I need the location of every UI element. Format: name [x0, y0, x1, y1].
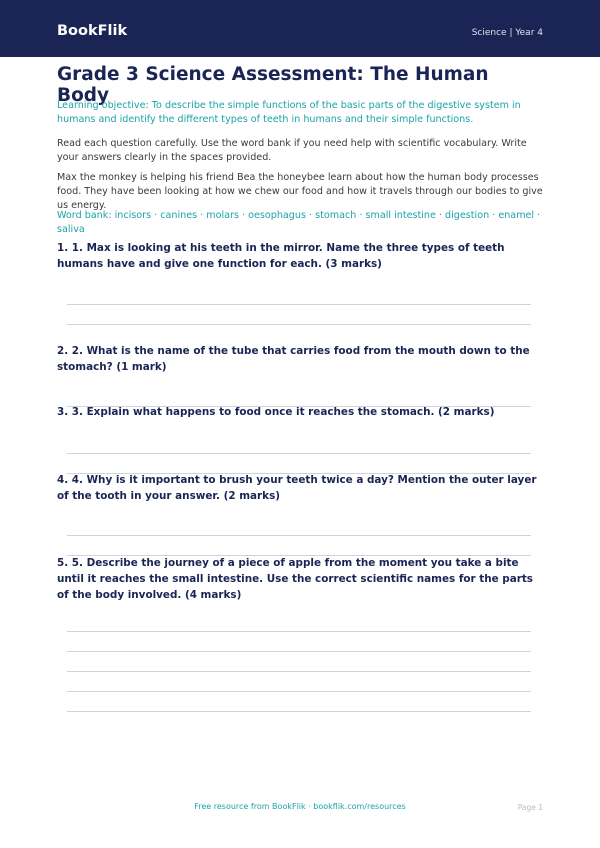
answer-line[interactable]	[67, 671, 531, 672]
question-2: 2. 2. What is the name of the tube that carries food from the mouth down to the stomach? (1 mark)	[57, 345, 530, 373]
question-1: 1. 1. Max is looking at his teeth in the mirror. Name the three types of teeth humans have and give one function for each. (3 marks)	[57, 242, 505, 270]
page-number: Page 1	[517, 803, 543, 812]
page-title: Grade 3 Science Assessment: The Human Body	[57, 64, 489, 106]
answer-line[interactable]	[67, 651, 531, 652]
instructions: Read each question carefully. Use the word bank if you need help with scientific vocabulary. Write your answers clearly in the spaces provided.	[57, 138, 527, 163]
context-paragraph: Max the monkey is helping his friend Bea the honeybee learn about how the human body processes food. They have been looking at how we chew our food and how it travels through our bodies to give us energy.	[57, 172, 543, 211]
answer-line[interactable]	[67, 691, 531, 692]
brand-logo: BookFlik	[57, 23, 128, 39]
answer-line[interactable]	[67, 324, 531, 325]
answer-line[interactable]	[67, 535, 531, 536]
answer-line[interactable]	[67, 453, 531, 454]
answer-line[interactable]	[67, 631, 531, 632]
question-3: 3. 3. Explain what happens to food once it reaches the stomach. (2 marks)	[57, 406, 495, 418]
footer-source-link[interactable]: Free resource from BookFlik · bookflik.com/resources	[194, 802, 406, 811]
question-4: 4. 4. Why is it important to brush your teeth twice a day? Mention the outer layer of the tooth in your answer. (2 marks)	[57, 474, 537, 502]
subject-year-label: Science | Year 4	[471, 28, 543, 38]
page-header	[0, 0, 600, 57]
question-5: 5. 5. Describe the journey of a piece of apple from the moment you take a bite until it reaches the small intestine. Use the correct scientific names for the parts of the body involved. (4 marks)	[57, 557, 533, 601]
learning-objective: Learning objective: To describe the simple functions of the basic parts of the digestive system in humans and identify the different types of teeth in humans and their simple functions.	[57, 100, 521, 125]
answer-line[interactable]	[67, 711, 531, 712]
word-bank: Word bank: incisors · canines · molars · oesophagus · stomach · small intestine · digestion · enamel · saliva	[57, 210, 541, 235]
answer-line[interactable]	[67, 304, 531, 305]
